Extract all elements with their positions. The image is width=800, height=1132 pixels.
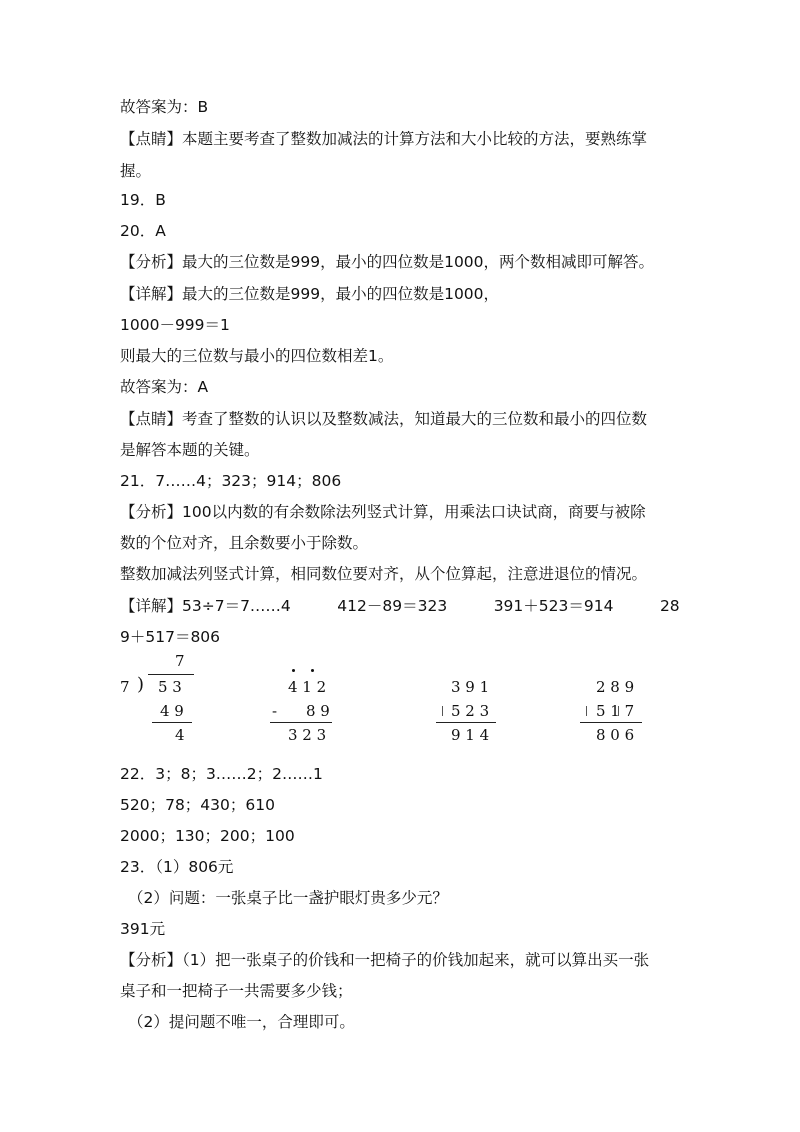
division-product: 4 9	[160, 702, 184, 720]
line-analysis-23-cont: 桌子和一把椅子一共需要多少钱；	[120, 982, 353, 1000]
line-comment-1-cont: 握。	[120, 162, 152, 180]
addition2-top: 2 8 9	[596, 678, 635, 696]
line-detail-20: 【详解】最大的三位数是999，最小的四位数是1000，	[120, 285, 500, 303]
vertical-calculations	[0, 650, 800, 750]
line-comment-20-cont: 是解答本题的关键。	[120, 441, 260, 459]
addition1-bottom: 5 2 3	[451, 702, 490, 720]
line-q20: 20．A	[120, 222, 166, 240]
line-comment-20: 【点睛】考查了整数的认识以及整数减法，知道最大的三位数和最小的四位数	[120, 410, 648, 428]
addition1-top: 3 9 1	[451, 678, 490, 696]
line-q22: 22．3；8；3……2；2……1	[120, 765, 323, 783]
line-analysis-21-b: 整数加减法列竖式计算，相同数位要对齐，从个位算起，注意进退位的情况。	[120, 565, 648, 583]
line-analysis-21-cont: 数的个位对齐，且余数要小于除数。	[120, 534, 369, 552]
line-q22-c: 2000；130；200；100	[120, 827, 295, 845]
addition2-result: 8 0 6	[596, 726, 635, 744]
line-q23-part2: （2）问题：一张桌子比一盏护眼灯贵多少元？	[128, 889, 448, 907]
subtraction-bottom: 8 9	[306, 702, 330, 720]
line-equation-20: 1000－999＝1	[120, 316, 230, 334]
subtraction-top: 4 1 2	[288, 678, 327, 696]
line-detail-21: 【详解】53÷7＝7……4 412－89＝323 391＋523＝914 28	[120, 597, 680, 615]
line-conclusion-20: 则最大的三位数与最小的四位数相差1。	[120, 347, 394, 365]
line-q22-b: 520；78；430；610	[120, 796, 275, 814]
line-q23: 23．（1）806元	[120, 858, 234, 876]
division-bracket: )	[137, 674, 145, 695]
line-analysis-20: 【分析】最大的三位数是999，最小的四位数是1000，两个数相减即可解答。	[120, 253, 655, 271]
addition1-result: 9 1 4	[451, 726, 490, 744]
division-remainder: 4	[175, 726, 185, 744]
line-answer-b: 故答案为：B	[120, 98, 209, 116]
division-divisor: 7	[120, 678, 130, 696]
line-answer-a: 故答案为：A	[120, 378, 209, 396]
line-analysis-23: 【分析】（1）把一张桌子的价钱和一把椅子的价钱加起来，就可以算出买一张	[120, 951, 650, 969]
line-detail-21-cont: 9＋517＝806	[120, 628, 221, 646]
line-analysis-21: 【分析】100以内数的有余数除法列竖式计算，用乘法口诀试商，商要与被除	[120, 503, 646, 521]
line-q21: 21．7……4；323；914；806	[120, 472, 342, 490]
line-q19: 19．B	[120, 191, 166, 209]
line-comment-1: 【点睛】本题主要考查了整数加减法的计算方法和大小比较的方法，要熟练掌	[120, 130, 648, 148]
line-analysis-23-part2: （2）提问题不唯一，合理即可。	[128, 1013, 355, 1031]
addition2-bottom: 5 1 7	[596, 702, 635, 720]
subtraction-result: 3 2 3	[288, 726, 327, 744]
division-dividend: 5 3	[158, 678, 182, 696]
line-q23-answer: 391元	[120, 920, 166, 938]
division-quotient: 7	[175, 652, 185, 670]
subtraction-operator: -	[272, 702, 278, 720]
